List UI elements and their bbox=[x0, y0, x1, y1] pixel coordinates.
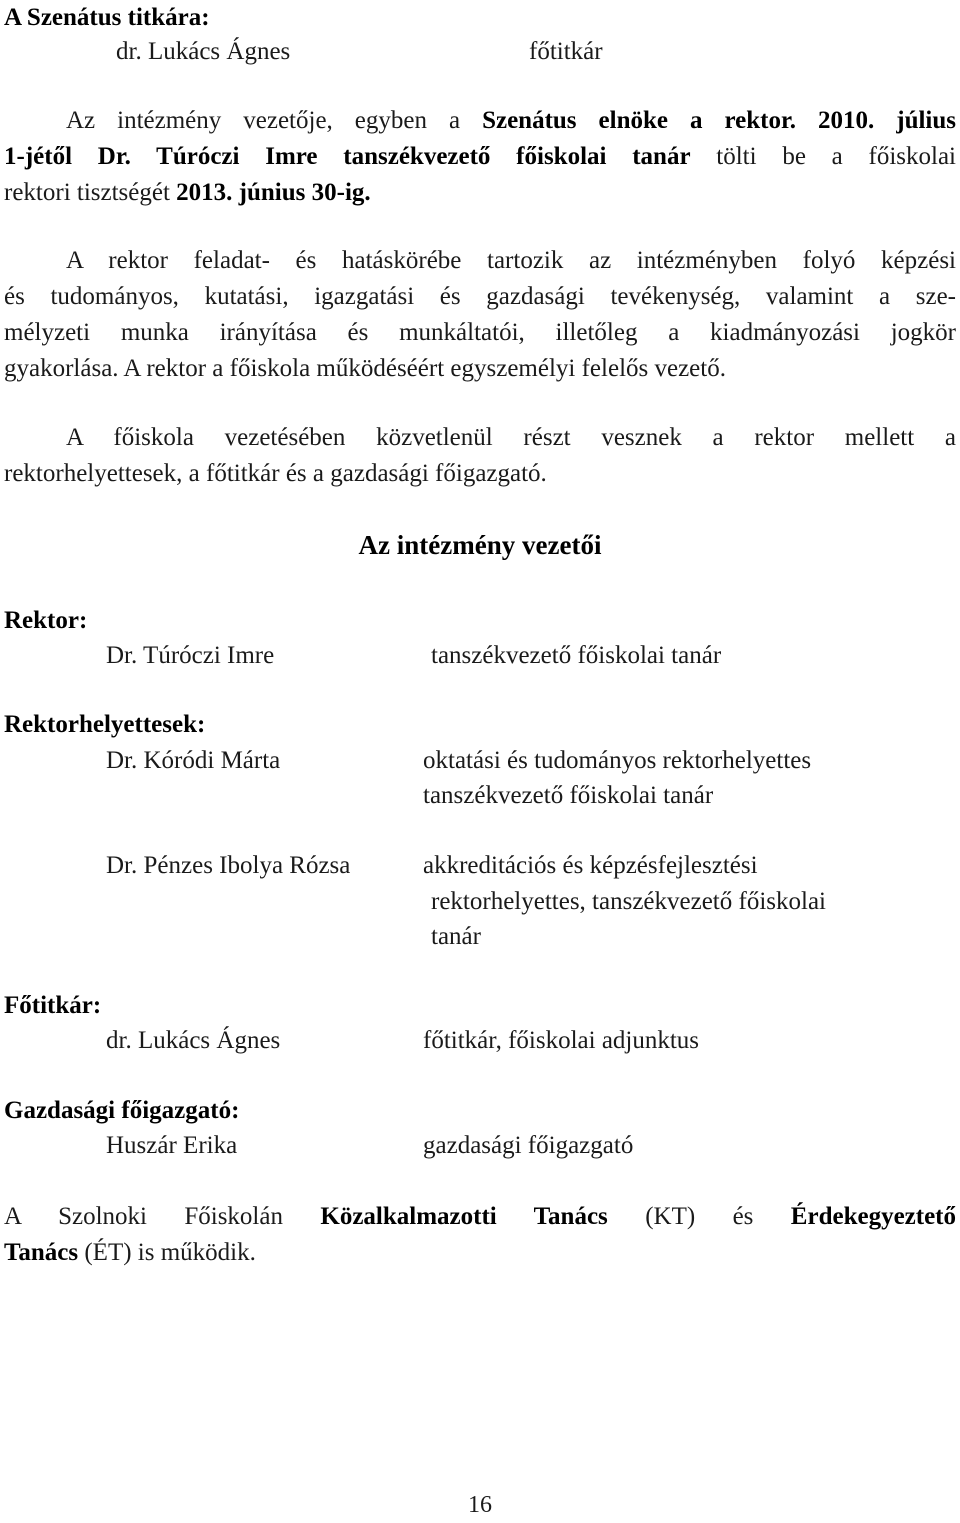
vice-rector-1-role-line-2: tanszékvezető főiskolai tanár bbox=[423, 782, 714, 809]
senate-secretary-name: dr. Lukács Ágnes bbox=[116, 38, 291, 65]
p2-line-2: és tudományos, kutatási, igazgatási és gazdasági tevékenység, valamint a sze- bbox=[4, 283, 956, 310]
finance-director-role: gazdasági főigazgató bbox=[423, 1132, 634, 1159]
secretary-general-name: dr. Lukács Ágnes bbox=[106, 1027, 281, 1054]
vice-rector-2-name: Dr. Pénzes Ibolya Rózsa bbox=[106, 852, 351, 879]
p2-line-4: gyakorlása. A rektor a főiskola működéséért egyszemélyi felelős vezető. bbox=[4, 355, 726, 382]
p1-line-1: Az intézmény vezetője, egyben a Szenátus elnöke a rektor. 2010. július bbox=[66, 107, 956, 134]
paragraph-rector-duties bbox=[4, 243, 956, 387]
vice-rector-1-name: Dr. Kóródi Márta bbox=[106, 747, 281, 774]
p2-line-3: mélyzeti munka irányítása és munkáltatói, illetőleg a kiadmányozási jogkör bbox=[4, 319, 956, 346]
p3-line-1: A főiskola vezetésében közvetlenül részt vesznek a rektor mellett a bbox=[66, 424, 956, 451]
vice-rectors-label: Rektorhelyettesek: bbox=[4, 711, 206, 738]
p3-line-2: rektorhelyettesek, a főtitkár és a gazdasági főigazgató. bbox=[4, 460, 547, 487]
vice-rector-2-role-line-1: akkreditációs és képzésfejlesztési bbox=[423, 852, 758, 879]
rector-label: Rektor: bbox=[4, 607, 88, 634]
vice-rector-2-role-line-2: rektorhelyettes, tanszékvezető főiskolai bbox=[431, 888, 826, 915]
p4-line-1: A Szolnoki Főiskolán Közalkalmazotti Tanács (KT) és Érdekegyeztető bbox=[4, 1203, 957, 1230]
page-number: 16 bbox=[468, 1492, 492, 1518]
p1-line-2: 1-jétől Dr. Túróczi Imre tanszékvezető főiskolai tanár tölti be a főiskolai bbox=[4, 143, 956, 170]
secretary-general-label: Főtitkár: bbox=[4, 992, 102, 1019]
paragraph-rector-intro bbox=[4, 103, 956, 211]
rector-name: Dr. Túróczi Imre bbox=[106, 642, 275, 669]
paragraph-councils bbox=[4, 1199, 956, 1271]
senate-secretary-role: főtitkár bbox=[529, 38, 603, 65]
p4-line-2: Tanács (ÉT) is működik. bbox=[4, 1239, 256, 1266]
vice-rector-2-role-line-3: tanár bbox=[431, 923, 481, 950]
finance-director-label: Gazdasági főigazgató: bbox=[4, 1097, 240, 1124]
secretary-general-role: főtitkár, főiskolai adjunktus bbox=[423, 1027, 700, 1054]
paragraph-leadership bbox=[4, 420, 956, 492]
p2-line-1: A rektor feladat- és hatáskörébe tartozik az intézményben folyó képzési bbox=[66, 247, 956, 274]
rector-role: tanszékvezető főiskolai tanár bbox=[431, 642, 722, 669]
section-heading: Az intézmény vezetői bbox=[358, 530, 602, 560]
senate-secretary-label: A Szenátus titkára: bbox=[4, 4, 210, 31]
finance-director-name: Huszár Erika bbox=[106, 1132, 238, 1159]
p1-line-3: rektori tisztségét 2013. június 30-ig. bbox=[4, 179, 371, 206]
vice-rector-1-role-line-1: oktatási és tudományos rektorhelyettes bbox=[423, 747, 812, 774]
